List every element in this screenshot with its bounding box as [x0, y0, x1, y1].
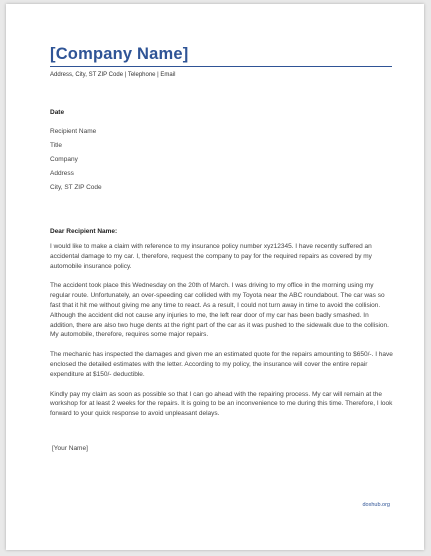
body-paragraph: I would like to make a claim with reference to my insurance policy number xyz12345. I have recently suffered an accidental damage to my car. I, therefore, request the company to pay for the required repairs as covered by my automobile insurance policy.	[50, 243, 372, 270]
signature-name: [Your Name]	[52, 445, 88, 452]
header-rule	[50, 66, 392, 67]
recipient-title: Title	[50, 142, 63, 149]
recipient-city-line: City, ST ZIP Code	[50, 184, 102, 191]
recipient-company: Company	[50, 156, 78, 163]
recipient-block	[50, 125, 102, 195]
company-name: [Company Name]	[50, 45, 189, 63]
recipient-name: Recipient Name	[50, 128, 97, 135]
body-paragraph: The accident took place this Wednesday on the 20th of March. I was driving to my office in the morning using my regular route. Unfortunately, an over-speeding car collided with my Toyota near the ABC roundabout. The car was so fast that it hit me without giving me any time to react. As a result, I could not turn away in time to avoid the collision. Although the accident did not cause any injuries to me, the left rear door of my car has been badly smashed. In addition, there are also two huge dents at the right part of the car as it was pushed to the sidewalk due to the collision. My automobile, therefore, requires some major repairs.	[50, 282, 389, 339]
letter-body	[50, 242, 394, 429]
body-paragraph: Kindly pay my claim as soon as possible so that I can go ahead with the repairing process. My car will remain at the workshop for at least 2 weeks for the repairs. It is going to be an inconvenience to me during this time. Therefore, I look forward to your quick response to avoid unpleasant delays.	[50, 390, 393, 418]
date-label: Date	[50, 109, 65, 116]
address-line: Address, City, ST ZIP Code | Telephone | Email	[50, 72, 176, 78]
body-paragraph: The mechanic has inspected the damages and given me an estimated quote for the repairs amounting to $650/-. I have enclosed the detailed estimates with the letter. According to my policy, the insurance will cover the entire repair expenditure at $150/- deductible.	[50, 351, 393, 378]
document-page	[6, 4, 424, 550]
recipient-address: Address	[50, 170, 74, 177]
salutation: Dear Recipient Name:	[50, 228, 118, 235]
credit-link[interactable]: doxhub.org	[362, 502, 390, 508]
